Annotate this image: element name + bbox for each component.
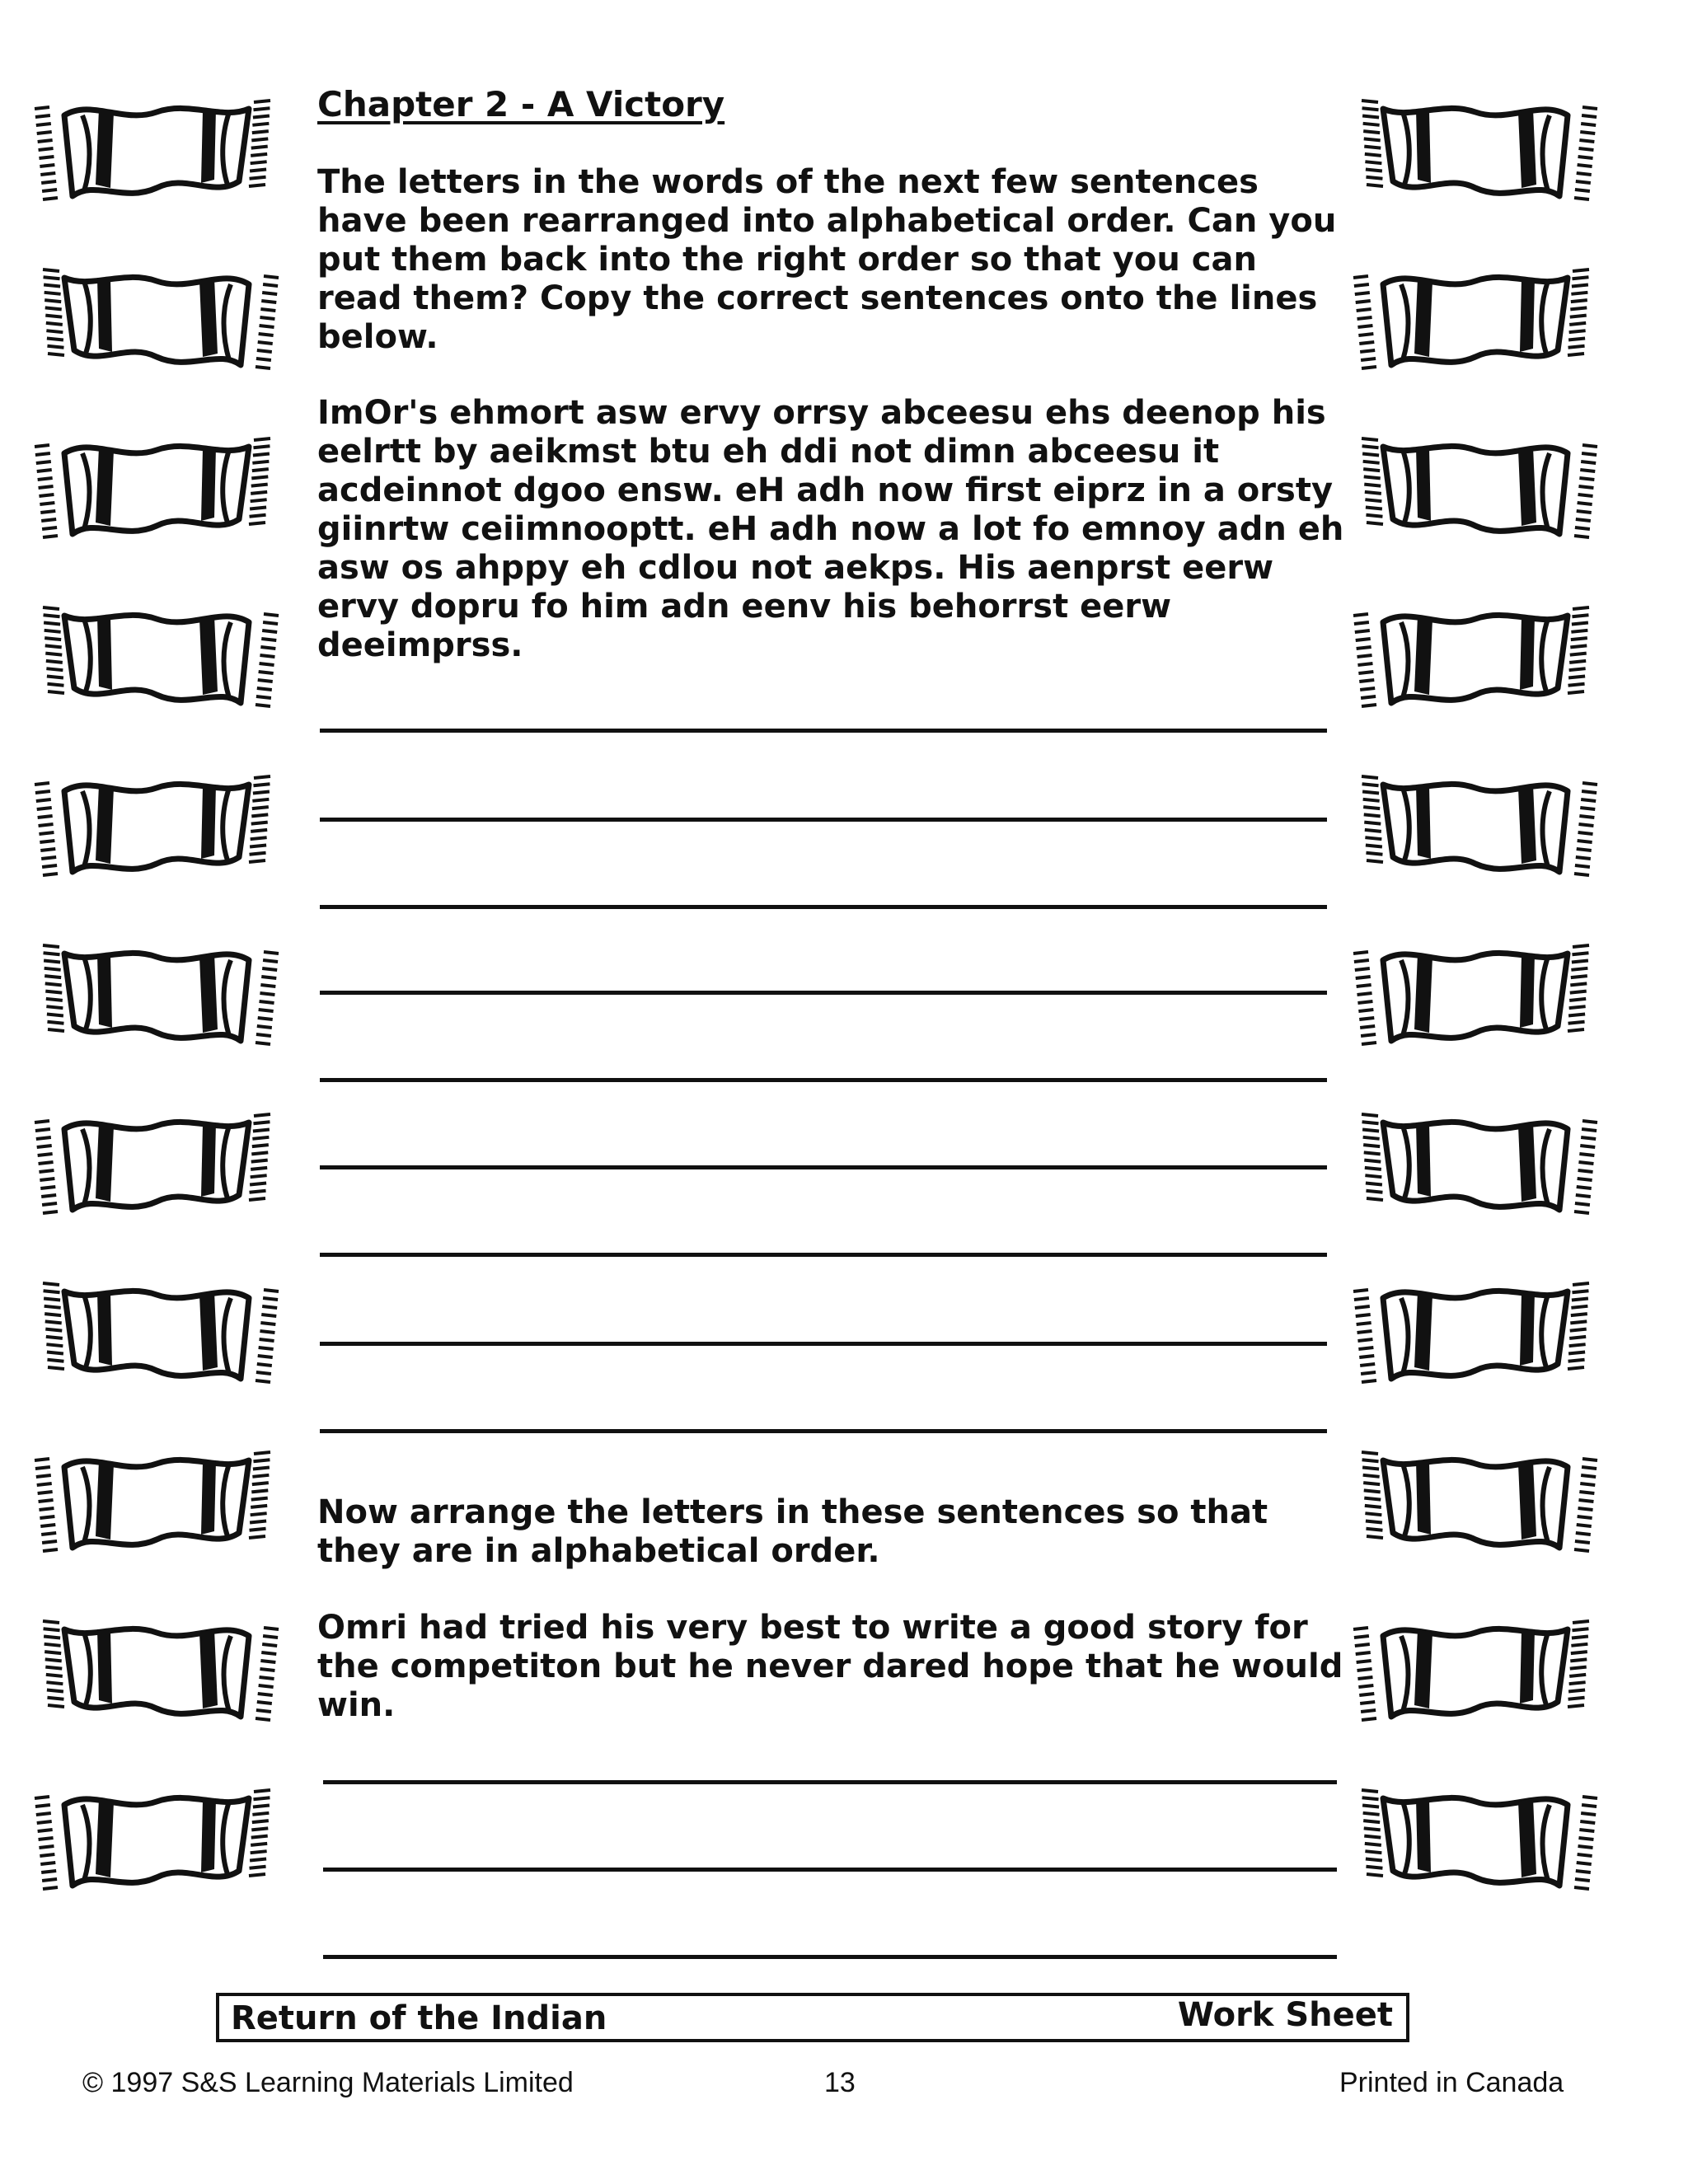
scarf-icon xyxy=(1352,927,1599,1067)
scarf-icon xyxy=(1352,1265,1599,1405)
scarf-slot xyxy=(33,1603,280,1743)
answer-line[interactable] xyxy=(323,1868,1337,1872)
scarf-slot xyxy=(33,1265,280,1405)
scarf-icon xyxy=(33,251,280,391)
scarf-icon xyxy=(1352,1603,1599,1743)
scarf-icon xyxy=(1352,1434,1599,1574)
answer-line[interactable] xyxy=(320,1253,1327,1257)
answer-line[interactable] xyxy=(320,991,1327,995)
chapter-title: Chapter 2 - A Victory xyxy=(317,84,725,124)
scarf-slot xyxy=(33,251,280,391)
scarf-slot xyxy=(1352,420,1599,560)
scarf-icon xyxy=(33,927,280,1067)
instructions-rearrange: The letters in the words of the next few sentences have been rearranged into alphabetical order. Can you put them back into the right order so that you can read them? Copy the correct sentences onto the lines below. xyxy=(317,163,1337,356)
scarf-slot xyxy=(1352,589,1599,729)
answer-line[interactable] xyxy=(323,1955,1337,1959)
book-title: Return of the Indian xyxy=(231,1999,607,2037)
scarf-icon xyxy=(33,420,280,560)
scarf-icon xyxy=(1352,589,1599,729)
answer-line[interactable] xyxy=(320,1165,1327,1169)
scarf-slot xyxy=(1352,1434,1599,1574)
scarf-icon xyxy=(1352,1772,1599,1912)
scarf-slot xyxy=(33,758,280,898)
sheet-type: Work Sheet xyxy=(1177,1996,1393,2034)
page-number: 13 xyxy=(824,2067,856,2098)
scarf-icon xyxy=(1352,1096,1599,1236)
scarf-slot xyxy=(1352,1772,1599,1912)
scrambled-passage: ImOr's ehmort asw ervy orrsy abceesu ehs deenop his eelrtt by aeikmst btu eh ddi not dimn abceesu it acdeinnot dgoo ensw. eH adh now first eiprz in a orsty giinrtw ceiimnooptt. eH adh now a lot fo emnoy adn eh asw os ahppy eh cdlou not aekps. His aenprst eerw ervy dopru fo him adn eenv his behorrst eerw deeimprss. xyxy=(317,394,1344,664)
left-scarf-border xyxy=(33,82,280,1961)
printed-notice: Printed in Canada xyxy=(1339,2067,1564,2098)
copyright-notice: © 1997 S&S Learning Materials Limited xyxy=(82,2067,574,2098)
scarf-icon xyxy=(33,589,280,729)
scarf-slot xyxy=(33,1772,280,1912)
scarf-slot xyxy=(33,589,280,729)
scarf-slot xyxy=(1352,251,1599,391)
scarf-slot xyxy=(1352,1603,1599,1743)
scarf-slot xyxy=(1352,927,1599,1067)
scarf-slot xyxy=(1352,758,1599,898)
right-scarf-border xyxy=(1352,82,1599,1961)
scarf-icon xyxy=(33,1434,280,1574)
plain-passage: Omri had tried his very best to write a good story for the competiton but he never dared hope that he would win. xyxy=(317,1609,1343,1724)
scarf-icon xyxy=(1352,251,1599,391)
scarf-icon xyxy=(33,1265,280,1405)
scarf-slot xyxy=(33,420,280,560)
scarf-slot xyxy=(33,927,280,1067)
scarf-icon xyxy=(1352,420,1599,560)
scarf-icon xyxy=(33,1603,280,1743)
scarf-slot xyxy=(1352,1096,1599,1236)
answer-line[interactable] xyxy=(320,905,1327,909)
scarf-icon xyxy=(1352,758,1599,898)
answer-line[interactable] xyxy=(320,729,1327,733)
scarf-icon xyxy=(33,758,280,898)
instructions-alphabetize: Now arrange the letters in these sentences so that they are in alphabetical order. xyxy=(317,1493,1268,1570)
scarf-icon xyxy=(33,1772,280,1912)
scarf-slot xyxy=(1352,82,1599,223)
scarf-slot xyxy=(33,1434,280,1574)
scarf-icon xyxy=(1352,82,1599,223)
answer-line[interactable] xyxy=(320,1429,1327,1433)
footer-banner xyxy=(216,1993,1409,2042)
scarf-slot xyxy=(33,1096,280,1236)
scarf-icon xyxy=(33,82,280,223)
answer-line[interactable] xyxy=(323,1780,1337,1784)
scarf-slot xyxy=(1352,1265,1599,1405)
answer-line[interactable] xyxy=(320,1342,1327,1346)
scarf-slot xyxy=(33,82,280,223)
scarf-icon xyxy=(33,1096,280,1236)
answer-line[interactable] xyxy=(320,818,1327,822)
answer-line[interactable] xyxy=(320,1078,1327,1082)
